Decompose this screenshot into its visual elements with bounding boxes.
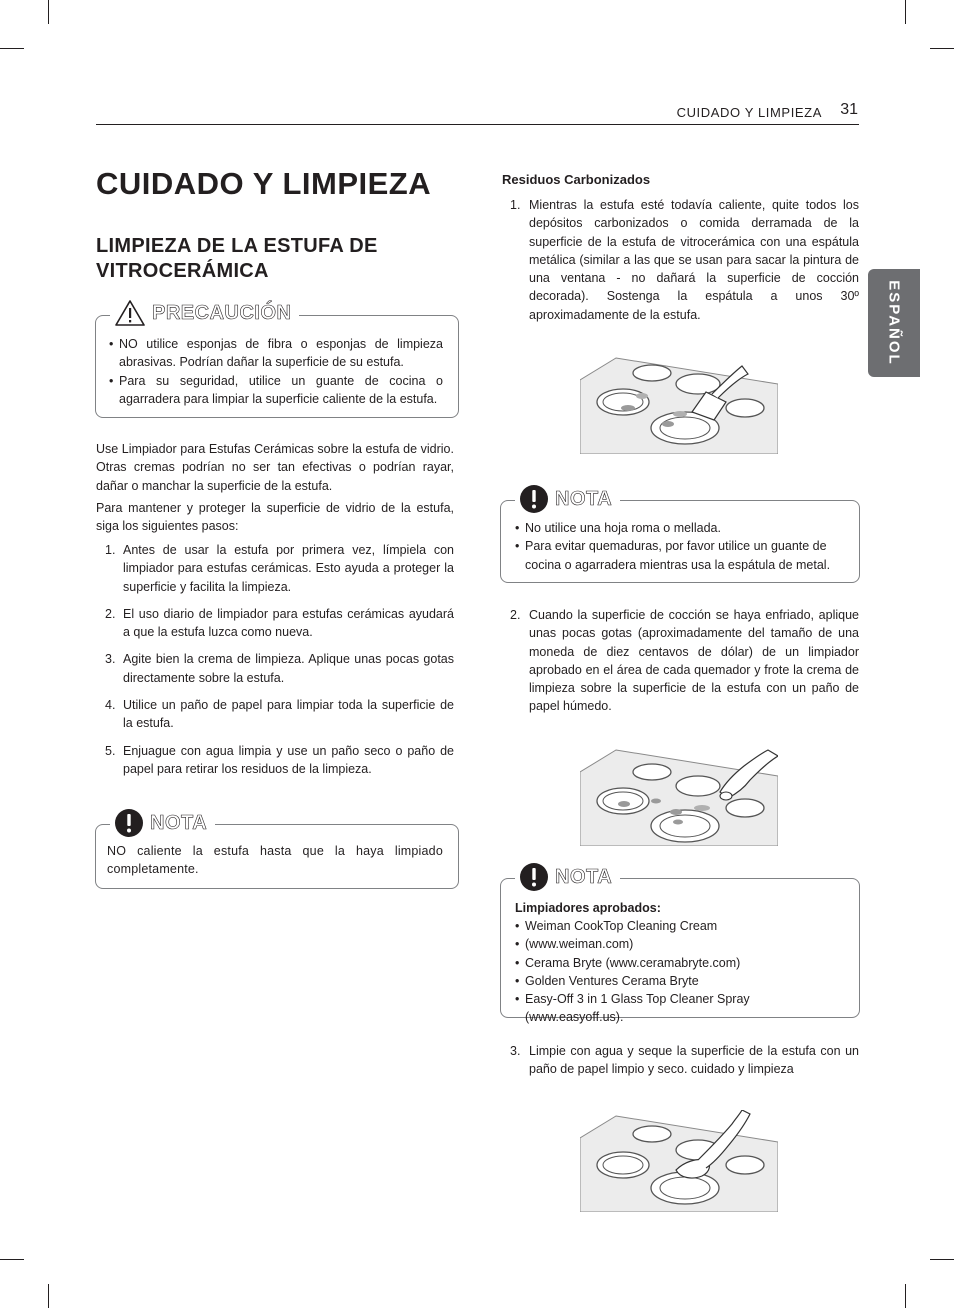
cooktop-cream-illustration [580,746,778,846]
cooktop-scraper-illustration [580,356,778,454]
step-number: 2. [510,608,521,622]
list-item: • Easy-Off 3 in 1 Glass Top Cleaner Spray (www.easyoff.us). [515,990,851,1027]
language-tab-label: ESPAÑOL [885,280,903,366]
list-item [502,606,859,716]
note-list [515,519,851,574]
list-item [502,196,859,324]
step-number: 3. [510,1044,521,1058]
list-item [96,541,454,596]
intro-paragraph: Use Limpiador para Estufas Cerámicas sobre la estufa de vidrio. Otras cremas podrían no ser tan efectivas o podrían rayar, dañar o manchar la superficie de la estufa. [96,442,454,493]
step-text: Utilice un paño de papel para limpiar toda la superficie de la estufa. [123,698,454,731]
list-item: • Cerama Bryte (www.ceramabryte.com) [515,954,851,972]
crop-mark [0,1259,24,1260]
crop-mark [48,1284,49,1308]
residues-heading: Residuos Carbonizados [502,172,651,187]
page-title: CUIDADO Y LIMPIEZA [96,166,432,201]
residues-step-2 [502,606,859,716]
header-rule [96,124,859,125]
exclamation-circle-icon [114,808,144,838]
list-item: • Weiman CookTop Cleaning Cream [515,917,851,935]
list-item [96,696,454,733]
note-text: NO caliente la estufa hasta que la haya limpiado completamente. [107,844,443,877]
crop-mark [48,0,49,24]
step-text: Limpie con agua y seque la superficie de la estufa con un paño de papel limpio y seco. cuidado y limpieza [529,1044,859,1077]
list-item: • (www.weiman.com) [515,935,851,953]
list-item [502,1042,859,1079]
caution-label: PRECAUCIÓN [152,301,292,324]
warning-triangle-icon [114,299,146,327]
list-item [96,650,454,687]
list-item [96,742,454,779]
note-header [110,808,215,838]
note-box [500,487,860,583]
crop-mark [930,48,954,49]
section-title: LIMPIEZA DE LA ESTUFA DE VITROCERÁMICA [96,235,378,282]
step-text: Antes de usar la estufa por primera vez, límpiela con limpiador para estufas cerámicas. Esto ayuda a proteger la superficie y facilita la limpieza. [123,543,454,594]
step-number: 1. [105,543,116,557]
residues-step-3 [502,1042,859,1079]
crop-mark [930,1259,954,1260]
intro-paragraph: Para mantener y proteger la superficie de vidrio de la estufa, siga los siguientes pasos: [96,501,454,534]
crop-mark [905,0,906,24]
exclamation-circle-icon [519,862,549,892]
note-box [500,865,860,1025]
list-item: • No utilice una hoja roma o mellada. [515,519,851,537]
note-header [515,484,620,514]
note-label: NOTA [150,811,208,834]
step-number: 1. [510,198,521,212]
step-number: 5. [105,743,116,758]
list-item: • Para evitar quemaduras, por favor utilice un guante de cocina o agarradera mientras usa la espátula de metal. [515,537,851,574]
crop-mark [0,48,24,49]
list-item [96,605,454,642]
residues-step-1 [502,196,859,324]
approved-cleaners-list [515,917,851,1027]
approved-cleaners-heading: Limpiadores aprobados: [515,901,661,915]
running-header: CUIDADO Y LIMPIEZA [676,105,822,120]
step-text: Cuando la superficie de cocción se haya enfriado, aplique unas pocas gotas (aproximadamente del tamaño de una moneda de diez centavos de dólar) de un limpiador aprobado en el área de cada quemador y frote la crema de limpieza sobre la superficie de la estufa con un paño de papel húmedo. [529,608,859,714]
list-item: • NO utilice esponjas de fibra o esponjas de limpieza abrasivas. Podrían dañar la superficie de su estufa. [109,335,443,372]
note-box [95,811,459,889]
step-number: 4. [105,698,116,713]
note-header [515,862,620,892]
note-label: NOTA [555,487,613,510]
step-text: El uso diario de limpiador para estufas cerámicas ayudará a que la estufa luzca como nueva. [123,606,454,640]
cleaning-steps [96,541,454,787]
list-item: • Golden Ventures Cerama Bryte [515,972,851,990]
step-number: 2. [105,606,116,621]
step-number: 3. [105,652,116,667]
crop-mark [905,1284,906,1308]
note-label: NOTA [555,865,613,888]
page-number: 31 [840,101,858,118]
list-item: • Para su seguridad, utilice un guante de cocina o agarradera para limpiar la superficie caliente de la estufa. [109,372,443,409]
caution-header [110,299,299,327]
step-text: Mientras la estufa esté todavía caliente, quite todos los depósitos carbonizados o comida derramada de la superficie de la estufa de vitrocerámica con una espátula metálica (similar a las que se usan para sacar la pintura de una ventana - no dañará la superficie de cocción decorada). Sostenga la espátula a unos 30º aproximadamente de la estufa. [529,198,859,322]
cooktop-wiping-illustration [580,1110,778,1212]
caution-list [109,335,443,408]
exclamation-circle-icon [519,484,549,514]
caution-box [95,301,459,418]
step-text: Agite bien la crema de limpieza. Aplique unas pocas gotas directamente sobre la estufa. [123,652,454,685]
step-text: Enjuague con agua limpia y use un paño seco o paño de papel para retirar los residuos de la limpieza. [123,743,454,776]
language-tab [868,269,920,377]
